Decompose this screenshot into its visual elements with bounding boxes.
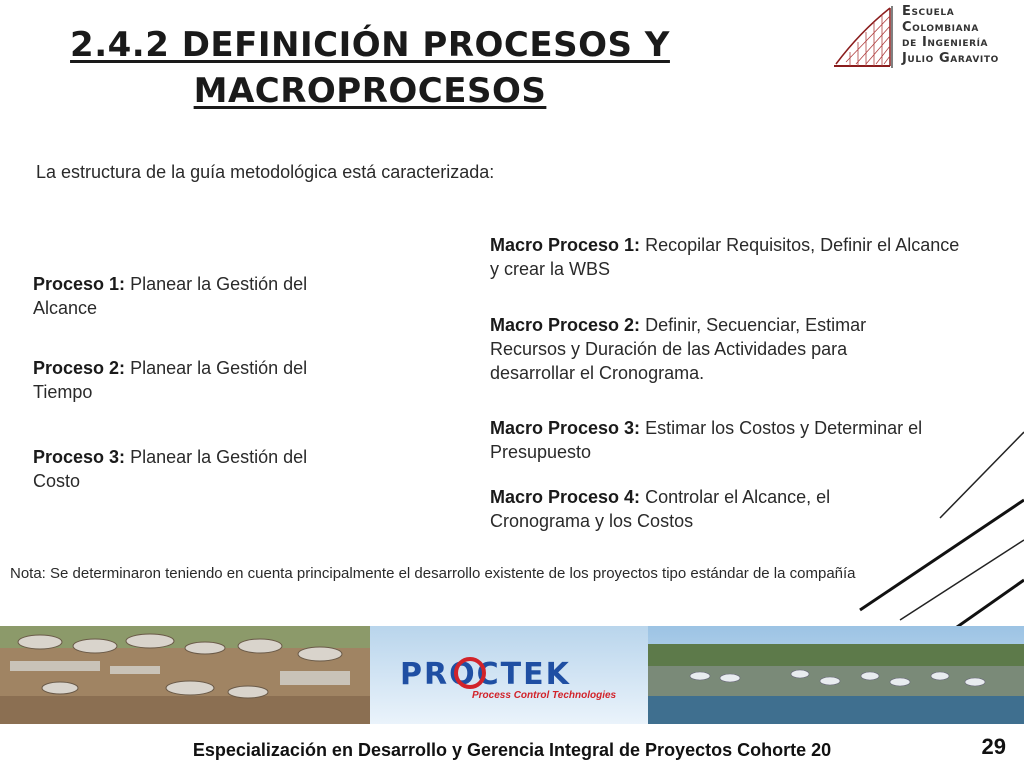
brand-name: PROCTEK bbox=[400, 657, 571, 692]
university-logo-icon bbox=[830, 2, 902, 70]
proceso-text: Planear la Gestión del Costo bbox=[33, 447, 308, 491]
proceso-item bbox=[33, 356, 363, 404]
proceso-text: Planear la Gestión del Tiempo bbox=[33, 358, 308, 402]
logo-line: de Ingeniería bbox=[902, 35, 989, 50]
slide-title-line2: MACROPROCESOS bbox=[193, 71, 547, 111]
macroproceso-text: Estimar los Costos y Determinar el Presupuesto bbox=[490, 418, 923, 462]
note-text: Nota: Se determinaron teniendo en cuenta principalmente el desarrollo existente de los proyectos tipo estándar de la compañía bbox=[10, 565, 856, 582]
macroproceso-label: Macro Proceso 2: bbox=[490, 315, 641, 335]
proceso-item bbox=[33, 445, 323, 493]
brand-tagline: Process Control Technologies bbox=[472, 690, 617, 701]
macroproceso-item bbox=[490, 233, 960, 281]
macroproceso-label: Macro Proceso 4: bbox=[490, 487, 641, 507]
logo-line: Escuela bbox=[902, 4, 955, 19]
logo-line: Colombiana bbox=[902, 19, 979, 35]
proceso-label: Proceso 1: bbox=[33, 274, 126, 294]
footer-text: Especialización en Desarrollo y Gerencia Integral de Proyectos Cohorte 20 bbox=[192, 740, 832, 760]
proceso-item bbox=[33, 272, 363, 320]
proceso-label: Proceso 3: bbox=[33, 447, 126, 467]
macroproceso-text: Controlar el Alcance, el Cronograma y los Costos bbox=[490, 487, 831, 531]
logo-line: Julio Garavito bbox=[902, 50, 999, 66]
macroproceso-label: Macro Proceso 3: bbox=[490, 418, 641, 438]
proceso-text: Planear la Gestión del Alcance bbox=[33, 274, 308, 318]
intro-text: La estructura de la guía metodológica está caracterizada: bbox=[36, 162, 495, 182]
macroproceso-text: Definir, Secuenciar, Estimar Recursos y Duración de las Actividades para desarrollar el Cronograma. bbox=[490, 315, 867, 383]
company-banner-image bbox=[0, 626, 1024, 724]
macroproceso-label: Macro Proceso 1: bbox=[490, 235, 641, 255]
slide-title-line1: 2.4.2 DEFINICIÓN PROCESOS Y bbox=[70, 25, 670, 65]
proceso-label: Proceso 2: bbox=[33, 358, 126, 378]
university-logo-text bbox=[902, 4, 999, 66]
slide-title bbox=[20, 22, 720, 114]
macroproceso-item bbox=[490, 313, 930, 385]
page-number: 29 bbox=[981, 734, 1006, 759]
macroproceso-text: Recopilar Requisitos, Definir el Alcance y crear la WBS bbox=[490, 235, 960, 279]
